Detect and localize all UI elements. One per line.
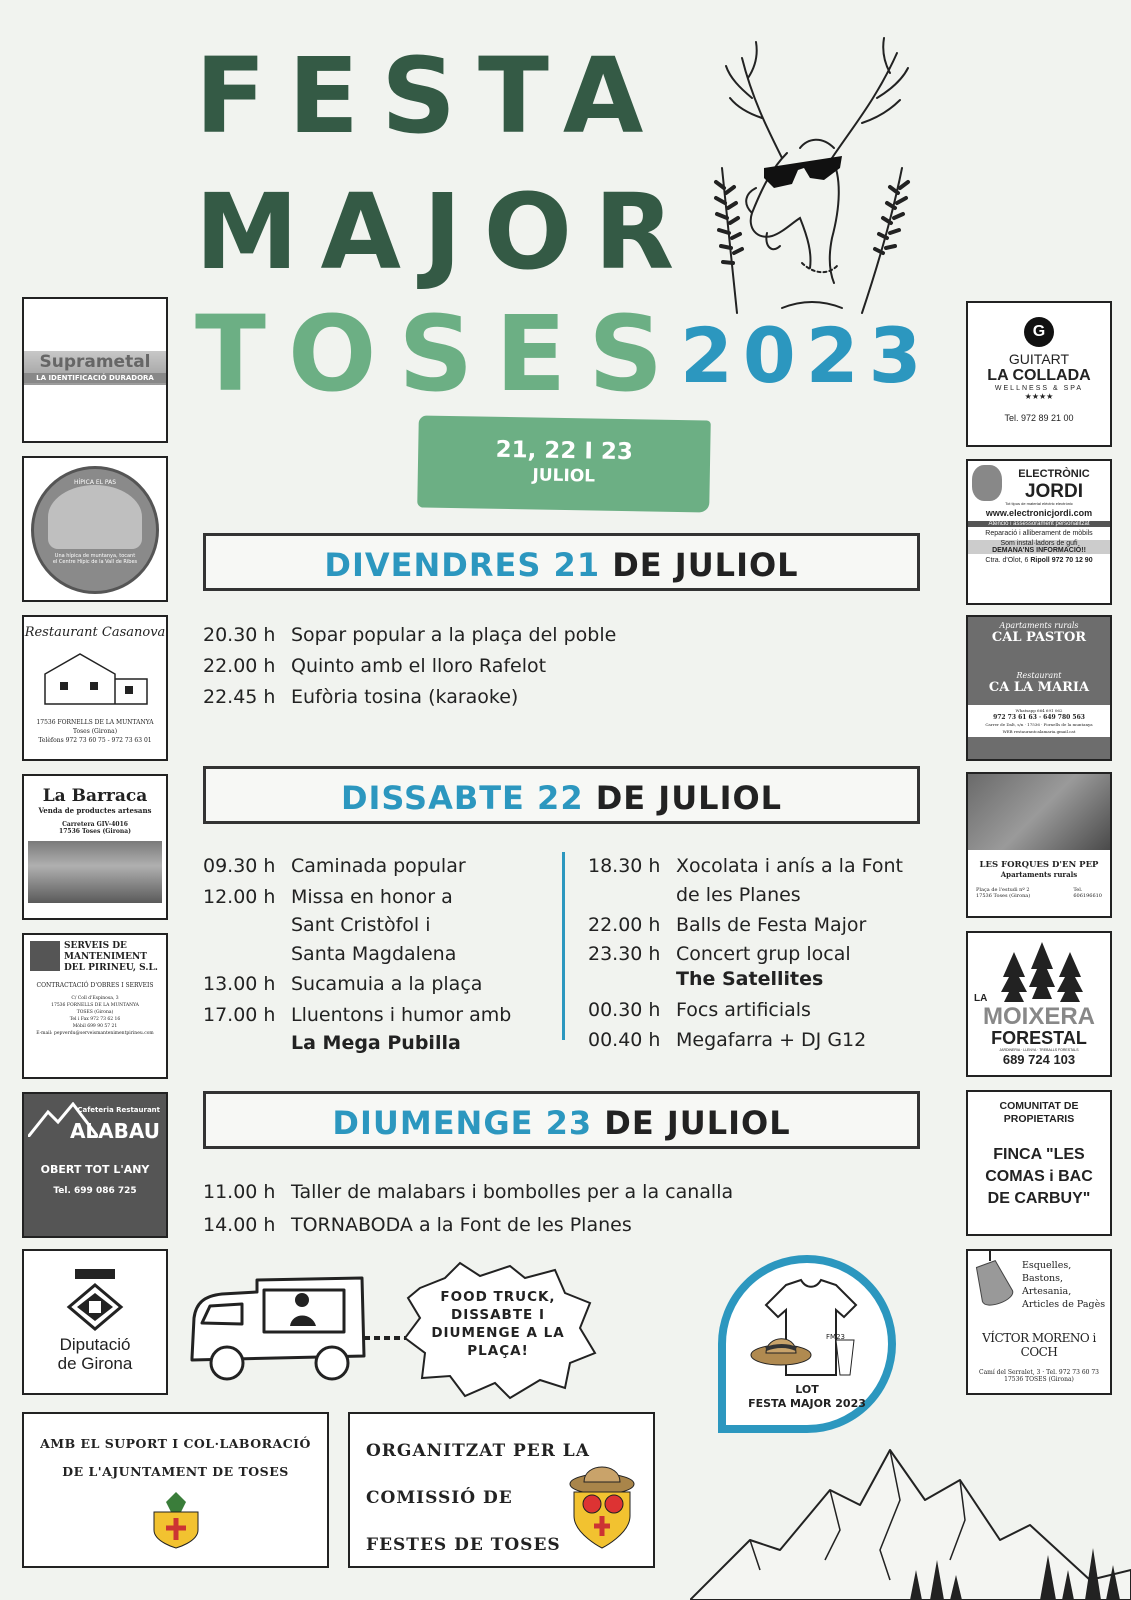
diputacio-line2: de Girona xyxy=(57,1354,133,1373)
jordi-name2: JORDI xyxy=(1024,481,1084,502)
casanova-town: Toses (Girona) xyxy=(72,728,118,735)
victor-line4: Articles de Pagès xyxy=(1022,1299,1106,1310)
organizer-line2: COMISSIÓ DE xyxy=(366,1488,513,1508)
event-time: 09.30 h xyxy=(203,855,276,877)
casanova-house-drawing xyxy=(35,644,155,714)
festival-dates-badge xyxy=(417,415,711,512)
lot-title: LOT xyxy=(795,1383,819,1396)
mountain-icon xyxy=(28,1102,98,1137)
schedule-dissabte-right xyxy=(588,852,918,1055)
victor-address: Camí del Serralet, 3 · Tel. 972 73 60 73 xyxy=(978,1369,1099,1376)
serveis-logo xyxy=(30,941,60,971)
toses-coat-of-arms-with-hat xyxy=(562,1456,642,1556)
forques-desc: Apartaments rurals xyxy=(1000,870,1078,879)
calpastor-label2: Restaurant xyxy=(1016,671,1062,680)
event-row xyxy=(203,1001,543,1058)
jordi-address: Ctra. d'Olot, 6 xyxy=(985,557,1029,564)
jordi-town: Ripoll xyxy=(1030,557,1050,564)
jordi-name1: ELECTRÒNIC xyxy=(1018,468,1090,480)
ad-victor-moreno xyxy=(966,1249,1112,1395)
victor-line2: Bastons, xyxy=(1022,1273,1064,1284)
guitart-desc: WELLNESS & SPA xyxy=(994,385,1084,392)
alabau-open: OBERT TOT L'ANY xyxy=(40,1163,150,1176)
festival-month: JULIOL xyxy=(532,465,596,487)
title-toses: TOSES xyxy=(195,293,686,415)
calpastor-name1: CAL PASTOR xyxy=(991,630,1087,645)
forques-building-photo xyxy=(968,774,1110,850)
serveis-phone: Tel i Fax 972 73 62 16 xyxy=(69,1017,121,1022)
event-text: Balls de Festa Major xyxy=(676,914,867,936)
cowbell-icon xyxy=(968,1251,1022,1321)
schedule-dissabte-left xyxy=(203,852,543,1058)
event-row xyxy=(588,852,918,909)
day-suffix: DE JULIOL xyxy=(612,546,799,584)
calpastor-web: WEB restaurantcalamaria.gmail.cat xyxy=(1002,729,1076,734)
ad-la-barraca xyxy=(22,774,168,920)
ad-alabau xyxy=(22,1092,168,1238)
event-text: Xocolata i anís a la Font de les Planes xyxy=(676,855,903,906)
ad-finca-les-comas xyxy=(966,1090,1112,1236)
casanova-name: Restaurant Casanova xyxy=(24,625,166,640)
ad-electronic-jordi xyxy=(966,459,1112,605)
pine-trees-icon xyxy=(989,937,1089,1007)
support-line1: AMB EL SUPORT I COL·LABORACIÓ xyxy=(40,1436,311,1451)
deer-sunglasses-illustration xyxy=(712,18,922,318)
event-text: Sucamuia a la plaça xyxy=(291,973,483,995)
organizer-line3: FESTES DE TOSES xyxy=(366,1535,561,1555)
event-text: Sopar popular a la plaça del poble xyxy=(291,624,617,646)
column-divider xyxy=(562,852,565,1040)
serveis-email: E-mail: pepverdu@serveismantenimentpirineu.com xyxy=(36,1031,154,1036)
forques-name: LES FORQUES D'EN PEP xyxy=(979,860,1099,870)
forques-phone-label: Tel. xyxy=(1073,887,1083,893)
alabau-phone: Tel. 699 086 725 xyxy=(53,1186,137,1196)
event-text: Eufòria tosina (karaoke) xyxy=(291,686,519,708)
victor-town: 17536 TOSES (Girona) xyxy=(1004,1376,1074,1383)
organizer-box xyxy=(348,1412,655,1568)
ad-hipica-el-pas xyxy=(22,456,168,602)
event-text: Quinto amb el lloro Rafelot xyxy=(291,655,547,677)
event-time: 18.30 h xyxy=(588,855,661,877)
diputacio-emblem xyxy=(65,1261,125,1331)
day-suffix: DE JULIOL xyxy=(604,1104,791,1142)
calpastor-whatsapp: Whatsapp 664 691 062 xyxy=(1015,708,1063,713)
serveis-desc: CONTRACTACIÓ D'OBRES I SERVEIS xyxy=(36,982,154,989)
forques-address: Plaça de l'estudi nº 2 xyxy=(976,887,1030,893)
ad-cal-pastor xyxy=(966,615,1112,761)
event-text: Lluentons i humor amb xyxy=(291,1003,512,1026)
serveis-mobile: Mòbil 699 90 57 21 xyxy=(72,1024,118,1029)
event-time: 13.00 h xyxy=(203,973,276,995)
ad-guitart-la-collada xyxy=(966,301,1112,447)
jordi-sub: Tot tipus de material elèctric electrònic xyxy=(1005,501,1073,506)
day-name: DIVENDRES 21 xyxy=(324,546,601,584)
jordi-line2: Reparació i alliberament de mòbils xyxy=(985,530,1093,537)
event-time: 00.30 h xyxy=(588,998,661,1021)
event-time: 22.45 h xyxy=(203,686,276,708)
event-row xyxy=(588,996,918,1025)
barraca-road: Carretera GIV-4016 xyxy=(62,821,128,828)
event-row xyxy=(203,651,903,682)
day-header-dissabte xyxy=(203,766,920,824)
ad-serveis-manteniment xyxy=(22,933,168,1079)
event-row xyxy=(588,1026,918,1055)
ad-la-moixera-forestal xyxy=(966,931,1112,1077)
jordi-line1: Atenció i assessorament personalitzat xyxy=(968,521,1110,527)
ad-restaurant-casanova xyxy=(22,615,168,761)
calpastor-name2: CA LA MARIA xyxy=(988,680,1090,695)
casanova-phone: Telèfons 972 73 60 75 - 972 73 63 01 xyxy=(38,737,152,744)
title-festa: FESTA xyxy=(195,35,666,157)
barraca-town: 17536 Toses (Girona) xyxy=(59,828,131,835)
food-truck-illustration xyxy=(182,1268,417,1398)
toses-coat-of-arms xyxy=(146,1490,206,1550)
suprametal-tagline: LA IDENTIFICACIÓ DURADORA xyxy=(24,373,166,383)
guitart-logo-icon: G xyxy=(1024,317,1054,347)
event-text: Taller de malabars i bombolles per a la canalla xyxy=(291,1181,734,1203)
event-text: Concert grup local xyxy=(676,942,851,965)
event-time: 14.00 h xyxy=(203,1214,276,1236)
alabau-name: ALABAU xyxy=(69,1119,160,1143)
event-row xyxy=(203,682,903,713)
event-text: Megafarra + DJ G12 xyxy=(676,1029,867,1051)
ad-diputacio-girona xyxy=(22,1249,168,1395)
moixera-la: LA xyxy=(974,993,988,1004)
hipica-logo xyxy=(31,466,159,594)
hipica-name: HÍPICA EL PAS xyxy=(73,479,117,486)
forques-town: 17536 Toses (Girona) xyxy=(976,893,1031,899)
event-performer: La Mega Pubilla xyxy=(291,1032,461,1054)
lot-cup-label: FM23 xyxy=(826,1333,845,1341)
hipica-desc: Una hípica de muntanya, tocant el Centre Hípic de la Vall de Ribes xyxy=(52,553,138,565)
title-major: MAJOR xyxy=(195,171,697,293)
event-time: 17.00 h xyxy=(203,1003,276,1026)
event-text: TORNABODA a la Font de les Planes xyxy=(291,1214,632,1236)
jordi-mascot-icon xyxy=(972,465,1002,501)
event-text: Focs artificials xyxy=(676,998,811,1021)
serveis-name: SERVEIS DE MANTENIMENT DEL PIRINEU, S.L. xyxy=(64,941,158,973)
lot-badge xyxy=(718,1255,896,1433)
calpastor-label1: Apartaments rurals xyxy=(999,621,1079,630)
jordi-web: www.electronicjordi.com xyxy=(985,508,1093,518)
barraca-desc: Venda de productes artesans xyxy=(38,806,152,815)
event-time: 22.00 h xyxy=(203,655,276,677)
event-row xyxy=(203,852,543,881)
event-row xyxy=(203,1176,923,1209)
title-year: 2023 xyxy=(680,311,932,400)
tshirt-hat-icon xyxy=(746,1275,876,1385)
event-text: Caminada popular xyxy=(291,855,466,877)
alabau-kind: Cafeteria Restaurant xyxy=(77,1106,160,1114)
lot-subtitle: FESTA MAJOR 2023 xyxy=(748,1397,866,1410)
day-header-divendres xyxy=(203,533,920,591)
barraca-name: La Barraca xyxy=(42,786,148,806)
calpastor-address: Carrer de Dalt, s/n · 17536 · Fornells de la muntanya xyxy=(985,722,1093,727)
festival-days: 21, 22 I 23 xyxy=(495,436,634,466)
guitart-phone: Tel. 972 89 21 00 xyxy=(1004,413,1074,423)
moixera-forestal: FORESTAL xyxy=(991,1028,1087,1048)
finca-community: COMUNITAT DE PROPIETARIS xyxy=(999,1100,1079,1125)
event-time: 23.30 h xyxy=(588,942,661,965)
event-performer: The Satellites xyxy=(676,967,824,990)
event-time: 00.40 h xyxy=(588,1029,661,1051)
organizer-line1: ORGANITZAT PER LA xyxy=(366,1441,590,1461)
ad-les-forques-den-pep xyxy=(966,772,1112,918)
barraca-shop-photo xyxy=(28,841,162,903)
event-row xyxy=(203,620,903,651)
event-row xyxy=(203,883,543,969)
moixera-name: MOIXERA xyxy=(982,1003,1095,1030)
moixera-phone: 689 724 103 xyxy=(1002,1052,1076,1067)
jordi-line3: Som instal·ladors de gufi xyxy=(968,540,1110,547)
event-row xyxy=(588,942,918,992)
event-time: 12.00 h xyxy=(203,885,276,908)
suprametal-name: Suprametal xyxy=(39,352,151,372)
guitart-name: GUITART xyxy=(1008,351,1070,367)
calpastor-phone: 972 73 61 63 · 649 780 563 xyxy=(993,714,1085,721)
event-time: 20.30 h xyxy=(203,624,276,646)
ad-suprametal xyxy=(22,297,168,443)
victor-line3: Artesania, xyxy=(1022,1286,1072,1297)
event-text: Missa en honor a Sant Cristòfol i Santa Magdalena xyxy=(291,885,457,965)
guitart-stars: ★★★★ xyxy=(1024,392,1054,401)
food-truck-text: FOOD TRUCK, DISSABTE I DIUMENGE A LA PLAÇA! xyxy=(431,1289,565,1359)
jordi-phone: 972 70 12 90 xyxy=(1051,557,1093,564)
event-time: 22.00 h xyxy=(588,914,661,936)
finca-name: FINCA "LES COMAS i BAC DE CARBUY" xyxy=(985,1146,1093,1207)
schedule-divendres xyxy=(203,620,903,713)
victor-name: VÍCTOR MORENO i COCH xyxy=(982,1331,1096,1359)
event-time: 11.00 h xyxy=(203,1181,276,1203)
suprametal-logo xyxy=(24,351,166,385)
day-header-diumenge xyxy=(203,1091,920,1149)
mountains-illustration xyxy=(690,1430,1131,1600)
day-name: DISSABTE 22 xyxy=(340,779,584,817)
serveis-town: 17536 FORNELLS DE LA MUNTANYA xyxy=(51,1003,139,1008)
day-name: DIUMENGE 23 xyxy=(332,1104,593,1142)
forques-phone: 606196610 xyxy=(1073,893,1102,899)
casanova-address: 17536 FORNELLS DE LA MUNTANYA xyxy=(36,719,154,726)
support-line2: DE L'AJUNTAMENT DE TOSES xyxy=(62,1464,289,1479)
jordi-line4: DEMANA'NS INFORMACIÓ!! xyxy=(968,547,1110,554)
horseshoe-shape xyxy=(48,485,142,549)
guitart-collada: LA COLLADA xyxy=(987,367,1091,384)
event-row xyxy=(203,970,543,999)
serveis-city: TOSES (Girona) xyxy=(76,1010,114,1015)
schedule-diumenge xyxy=(203,1176,923,1242)
victor-line1: Esquelles, xyxy=(1022,1260,1072,1271)
event-row xyxy=(588,911,918,940)
diputacio-line1: Diputació xyxy=(59,1335,131,1354)
serveis-address: C/ Coll d'Espinosa, 3 xyxy=(71,996,119,1001)
event-row xyxy=(203,1209,923,1242)
day-suffix: DE JULIOL xyxy=(595,779,783,817)
support-box xyxy=(22,1412,329,1568)
moixera-sub: JARDINERIA · LLENYA · TREBALLS FORESTALS xyxy=(999,1048,1079,1052)
